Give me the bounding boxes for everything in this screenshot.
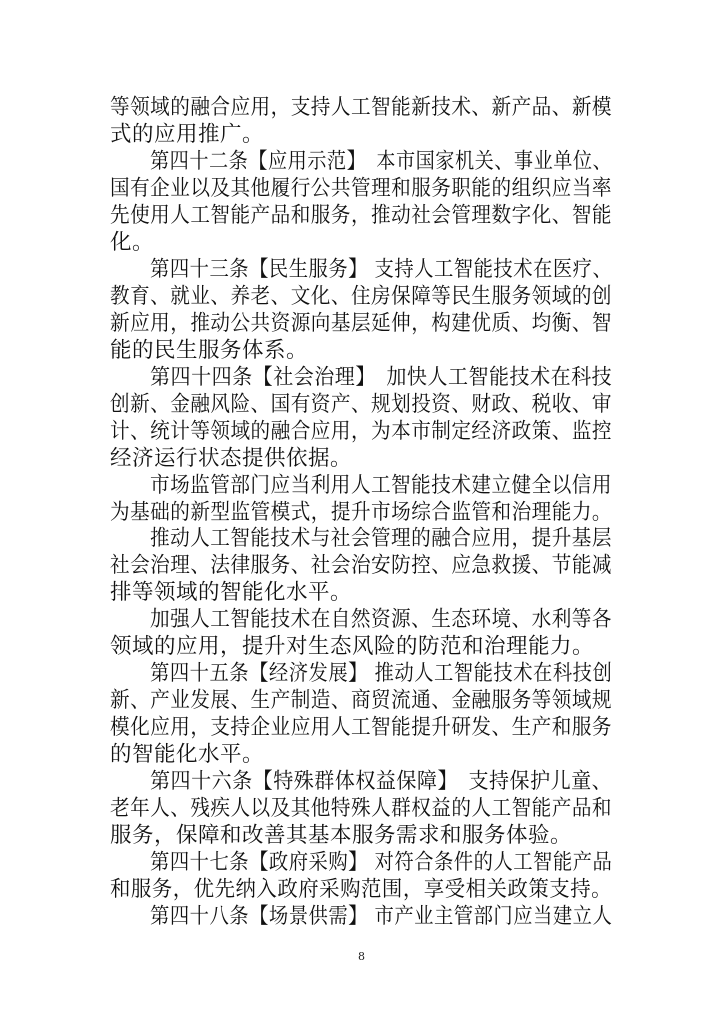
text-line: 等领域的融合应用，支持人工智能新技术、新产品、新模 — [110, 95, 612, 120]
text-line: 计、统计等领域的融合应用，为本市制定经济政策、监控 — [110, 419, 612, 444]
text-line: 和服务，优先纳入政府采购范围，享受相关政策支持。 — [110, 877, 613, 902]
text-line: 排等领域的智能化水平。 — [110, 580, 353, 605]
text-line: 化。 — [110, 230, 155, 255]
text-line: 社会治理、法律服务、社会治安防控、应急救援、节能减 — [110, 553, 612, 578]
text-line: 模化应用，支持企业应用人工智能提升研发、生产和服务 — [110, 715, 612, 740]
text-line: 能的民生服务体系。 — [110, 338, 309, 363]
text-line: 领域的应用，提升对生态风险的防范和治理能力。 — [110, 634, 595, 659]
text-line: 服务，保障和改善其基本服务需求和服务体验。 — [110, 823, 573, 848]
text-line: 创新、金融风险、国有资产、规划投资、财政、税收、审 — [110, 392, 612, 417]
text-line: 教育、就业、养老、文化、住房保障等民生服务领域的创 — [110, 284, 612, 309]
text-line: 为基础的新型监管模式，提升市场综合监管和治理能力。 — [110, 500, 612, 525]
text-line: 加强人工智能技术在自然资源、生态环境、水利等各 — [150, 607, 612, 632]
text-line: 的智能化水平。 — [110, 742, 265, 767]
text-line: 式的应用推广。 — [110, 122, 265, 147]
text-line: 老年人、残疾人以及其他特殊人群权益的人工智能产品和 — [110, 796, 612, 821]
text-line: 推动人工智能技术与社会管理的融合应用，提升基层 — [150, 526, 612, 551]
text-line: 第四十三条【民生服务】 支持人工智能技术在医疗、 — [150, 257, 613, 282]
text-line: 第四十二条【应用示范】 本市国家机关、事业单位、 — [150, 149, 613, 174]
text-line: 新、产业发展、生产制造、商贸流通、金融服务等领域规 — [110, 688, 612, 713]
text-line: 国有企业以及其他履行公共管理和服务职能的组织应当率 — [110, 176, 612, 201]
text-line: 第四十五条【经济发展】 推动人工智能技术在科技创 — [150, 661, 613, 686]
text-line: 市场监管部门应当利用人工智能技术建立健全以信用 — [150, 473, 612, 498]
text-line: 经济运行状态提供依据。 — [110, 446, 353, 471]
text-line: 第四十七条【政府采购】 对符合条件的人工智能产品 — [150, 850, 613, 875]
text-line: 新应用，推动公共资源向基层延伸，构建优质、均衡、智 — [110, 311, 612, 336]
page-number: 8 — [358, 950, 365, 963]
text-line: 先使用人工智能产品和服务，推动社会管理数字化、智能 — [110, 203, 612, 228]
text-line: 第四十四条【社会治理】 加快人工智能技术在科技 — [150, 365, 613, 390]
text-line: 第四十八条【场景供需】 市产业主管部门应当建立人 — [150, 904, 613, 929]
text-line: 第四十六条【特殊群体权益保障】 支持保护儿童、 — [150, 769, 613, 794]
